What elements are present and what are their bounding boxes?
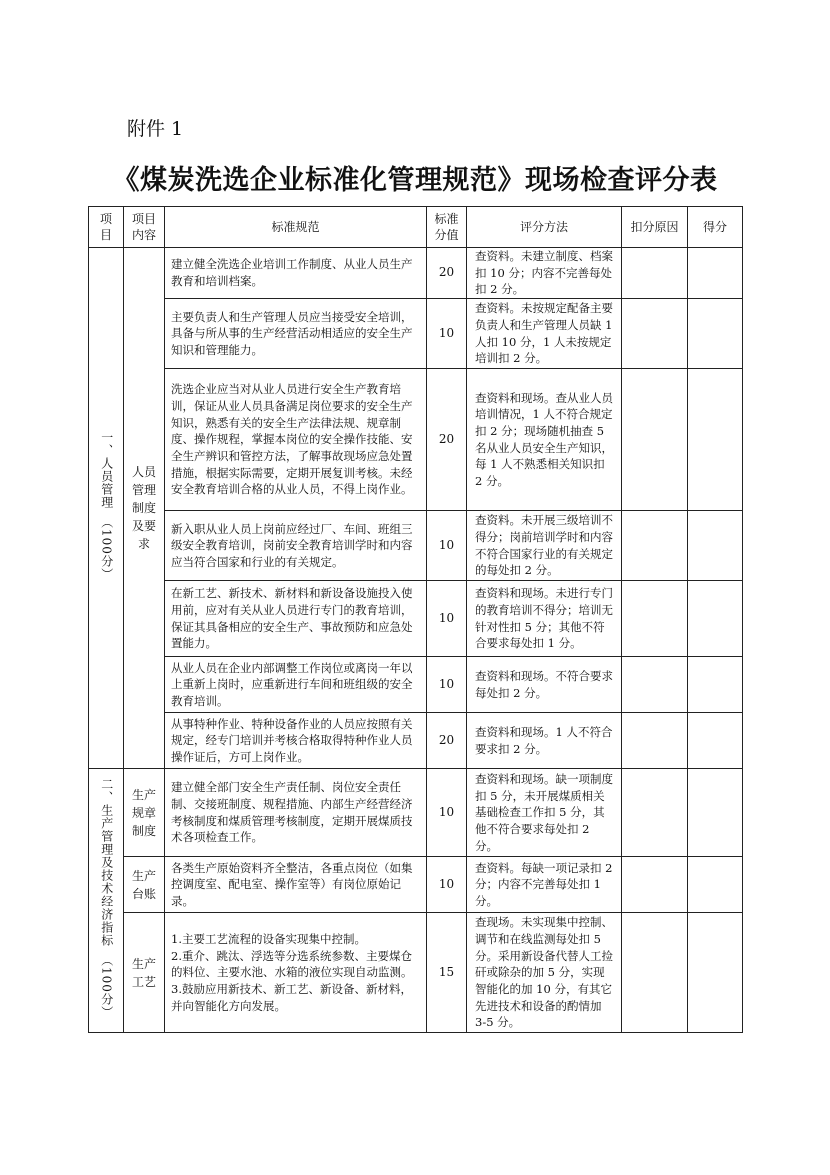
header-item: 项目 [89,207,124,248]
method-cell: 查资料。未按规定配备主要负责人和生产管理人员缺 1 人扣 10 分，1 人未按规定培训扣 2 分。 [467,299,622,369]
score-cell [688,581,743,657]
table-row [89,299,743,369]
reason-cell [622,769,688,857]
category-personnel-label: 一、人员管理 [99,430,114,509]
score-cell [688,511,743,581]
table-row [89,857,743,913]
method-cell: 查资料和现场。未进行专门的教育培训不得分；培训无针对性扣 5 分；其他不符合要求每处扣 1 分。 [467,581,622,657]
method-cell: 查资料。每缺一项记录扣 2 分；内容不完善每处扣 1 分。 [467,857,622,913]
score-cell [688,857,743,913]
attachment-label: 附件 1 [127,118,184,140]
subcategory-process [124,913,165,1033]
header-standard: 标准规范 [165,207,427,248]
value-cell: 20 [427,713,467,769]
method-cell: 查资料和现场。1 人不符合要求扣 2 分。 [467,713,622,769]
header-value: 标准分值 [427,207,467,248]
value-cell: 20 [427,369,467,511]
value-cell: 10 [427,299,467,369]
standard-cell: 洗选企业应当对从业人员进行安全生产教育培训，保证从业人员具备满足岗位要求的安全生产知识，熟悉有关的安全生产法律法规、规章制度、操作规程，掌握本岗位的安全操作技能、安全生产辨识和管控方法，了解事故现场应急处置措施，根据实际需要，定期开展复训考核。未经安全教育培训合格的从业人员，不得上岗作业。 [165,369,427,511]
scoring-table [88,206,743,1033]
standard-cell: 建立健全洗选企业培训工作制度、从业人员生产教育和培训档案。 [165,248,427,299]
category-personnel-score: （100分） [99,515,114,581]
value-cell: 10 [427,657,467,713]
reason-cell [622,657,688,713]
score-cell [688,369,743,511]
header-method: 评分方法 [467,207,622,248]
subcategory-process-label: 生产工艺 [132,956,157,989]
table-row [89,248,743,299]
standard-cell [165,913,427,1033]
subcategory-personnel-label: 人员管理制度及要求 [132,465,157,551]
table-row [89,511,743,581]
value-cell: 10 [427,511,467,581]
score-cell [688,713,743,769]
reason-cell [622,581,688,657]
process-line-1: 1.主要工艺流程的设备实现集中控制。 [171,931,366,946]
value-cell: 10 [427,581,467,657]
table-row [89,657,743,713]
header-reason: 扣分原因 [622,207,688,248]
reason-cell [622,713,688,769]
reason-cell [622,369,688,511]
method-cell: 查资料。未建立制度、档案扣 10 分；内容不完善每处扣 2 分。 [467,248,622,299]
subcategory-ledger-label: 生产台账 [132,868,157,901]
category-personnel [89,248,124,769]
standard-cell: 各类生产原始资料齐全整洁，各重点岗位（如集控调度室、配电室、操作室等）有岗位原始记录。 [165,857,427,913]
value-cell: 20 [427,248,467,299]
method-cell: 查资料。未开展三级培训不得分；岗前培训学时和内容不符合国家行业的有关规定的每处扣 2 分。 [467,511,622,581]
header-row [89,207,743,248]
subcategory-rules [124,769,165,857]
score-cell [688,657,743,713]
reason-cell [622,857,688,913]
table-row [89,913,743,1033]
table-row [89,369,743,511]
reason-cell [622,248,688,299]
standard-cell: 新入职从业人员上岗前应经过厂、车间、班组三级安全教育培训，岗前安全教育培训学时和内容应当符合国家和行业的有关规定。 [165,511,427,581]
value-cell: 10 [427,769,467,857]
header-score: 得分 [688,207,743,248]
standard-cell: 建立健全部门安全生产责任制、岗位安全责任制、交接班制度、规程措施、内部生产经营经济考核制度和煤质管理考核制度，定期开展煤质技术各项检查工作。 [165,769,427,857]
page-title: 《煤炭洗选企业标准化管理规范》现场检查评分表 [112,165,718,196]
standard-cell: 主要负责人和生产管理人员应当接受安全培训，具备与所从事的生产经营活动相适应的安全生产知识和管理能力。 [165,299,427,369]
score-cell [688,913,743,1033]
reason-cell [622,299,688,369]
value-cell: 10 [427,857,467,913]
method-cell: 查现场。未实现集中控制、调节和在线监测每处扣 5 分。采用新设备代替人工捡矸或除杂的加 5 分，实现智能化的加 10 分，有其它先进技术和设备的酌情加 3-5 分。 [467,913,622,1033]
method-cell: 查资料和现场。缺一项制度扣 5 分，未开展煤质相关基础检查工作扣 5 分，其他不符合要求每处扣 2 分。 [467,769,622,857]
method-cell: 查资料和现场。不符合要求每处扣 2 分。 [467,657,622,713]
table-row [89,769,743,857]
standard-cell: 从事特种作业、特种设备作业的人员应按照有关规定，经专门培训并考核合格取得特种作业人员操作证后，方可上岗作业。 [165,713,427,769]
standard-cell: 从业人员在企业内部调整工作岗位或离岗一年以上重新上岗时，应重新进行车间和班组级的安全教育培训。 [165,657,427,713]
category-production-score: （100分） [99,953,114,1019]
process-line-2: 2.重介、跳汰、浮选等分选系统参数、主要煤仓的料位、主要水池、水箱的液位实现自动监测。 [171,948,413,980]
table-row [89,713,743,769]
subcategory-rules-label: 生产规章制度 [132,787,157,838]
method-cell: 查资料和现场。查从业人员培训情况，1 人不符合规定扣 2 分；现场随机抽查 5 名从业人员安全生产知识，每 1 人不熟悉相关知识扣 2 分。 [467,369,622,511]
standard-cell: 在新工艺、新技术、新材料和新设备设施投入使用前，应对有关从业人员进行专门的教育培训，保证其具备相应的安全生产、事故预防和应急处置能力。 [165,581,427,657]
process-line-3: 3.鼓励应用新技术、新工艺、新设备、新材料，并向智能化方向发展。 [171,981,412,1013]
reason-cell [622,511,688,581]
score-cell [688,299,743,369]
subcategory-personnel [124,248,165,769]
value-cell: 15 [427,913,467,1033]
table-row [89,581,743,657]
score-cell [688,248,743,299]
score-cell [688,769,743,857]
reason-cell [622,913,688,1033]
header-content: 项目内容 [124,207,165,248]
category-production [89,769,124,1033]
subcategory-ledger [124,857,165,913]
category-production-label: 二、生产管理及技术经济指标 [99,777,114,947]
